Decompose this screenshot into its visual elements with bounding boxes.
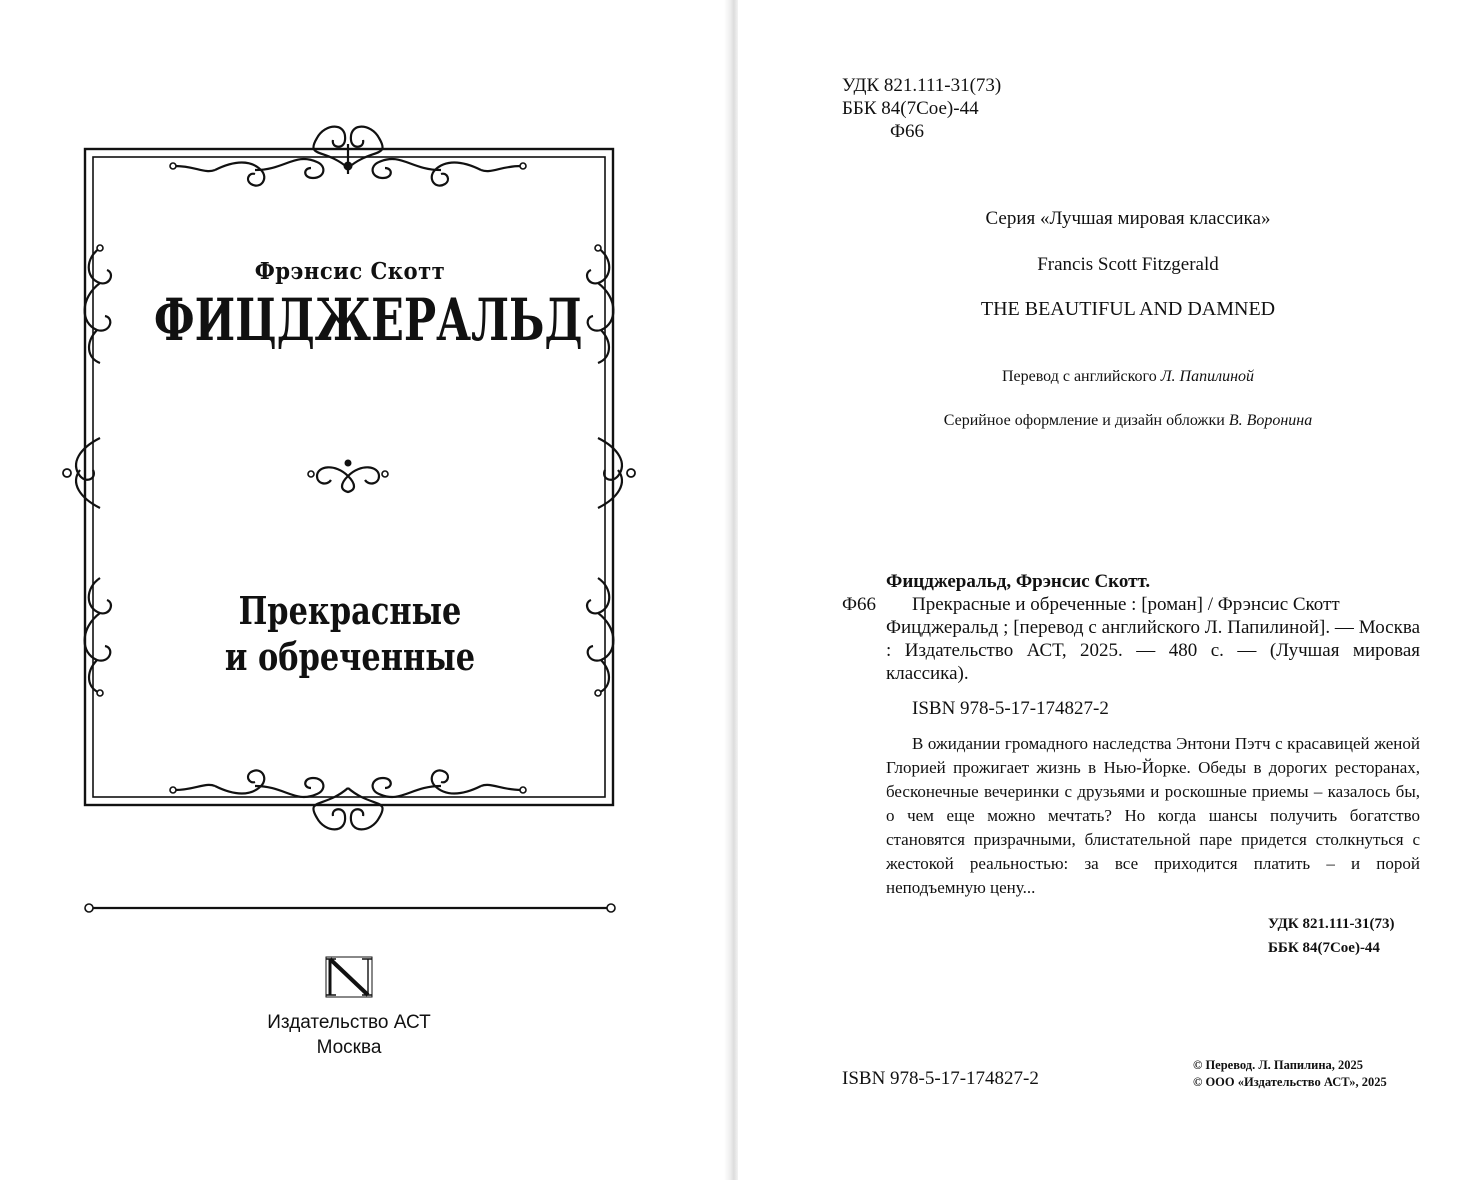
title-page-left	[0, 0, 724, 1180]
series-line: Серия «Лучшая мировая классика»	[985, 208, 1271, 229]
udk-code: УДК 821.111-31(73)	[842, 75, 1002, 96]
design-prefix: Серийное оформление и дизайн обложки	[943, 412, 1225, 429]
author-first-name: Фрэнсис Скотт	[254, 258, 446, 285]
translator-line	[888, 368, 1368, 386]
designer-name: В. Воронина	[1228, 412, 1313, 429]
translator-name: Л. Папилиной	[1160, 368, 1255, 385]
publisher-name: Издательство АСТ	[267, 1012, 431, 1033]
annotation	[842, 732, 1420, 900]
isbn-bottom: ISBN 978-5-17-174827-2	[842, 1068, 1039, 1089]
catalog-card	[842, 570, 1420, 900]
design-line	[838, 412, 1418, 430]
translator-prefix: Перевод с английского	[1001, 368, 1157, 385]
book-title-line1: Прекрасные	[238, 588, 462, 633]
card-udk: УДК 821.111-31(73)	[1268, 916, 1395, 932]
book-title-line2: и обреченные	[224, 634, 476, 679]
card-entry-rest: Фицджеральд ; [перевод с английского Л. Папилиной]. — Москва : Издательство АСТ, 2025. — 480 с. — (Лучшая мировая классика).	[886, 617, 1420, 684]
publisher-n-monogram-icon	[324, 955, 374, 999]
copyright-translation: © Перевод. Л. Папилина, 2025	[1193, 1058, 1364, 1072]
card-code: Ф66	[842, 594, 877, 615]
divider-rule-icon	[82, 898, 618, 918]
card-isbn: ISBN 978-5-17-174827-2	[912, 698, 1109, 719]
classification-block	[842, 74, 1001, 143]
card-entry	[842, 593, 1420, 685]
book-title	[138, 588, 562, 680]
page-gutter	[724, 0, 738, 1180]
imprint-page-right	[738, 0, 1458, 1180]
card-heading: Фицджеральд, Фрэнсис Скотт.	[886, 571, 1151, 592]
title-english: THE BEAUTIFUL AND DAMNED	[980, 298, 1276, 320]
publisher-block	[200, 1010, 498, 1060]
copyright-publisher: © ООО «Издательство АСТ», 2025	[1193, 1075, 1387, 1089]
author-english: Francis Scott Fitzgerald	[1037, 254, 1219, 275]
ornamental-frame-icon	[55, 108, 645, 838]
publisher-city: Москва	[316, 1037, 382, 1058]
author-last-name: ФИЦДЖЕРАЛЬД	[153, 286, 583, 354]
author-mark: Ф66	[890, 121, 925, 142]
copyright-block	[1193, 1057, 1387, 1091]
annotation-text: В ожидании громадного наследства Энтони Пэтч с красавицей женой Глорией прожигает жизнь в Нью-Йорке. Обеды в дорогих ресторанах, бесконечные вечеринки с друзьями и роскошные приемы – казалось бы, о чем еще можно мечтать? Но когда шансы получить богатство становятся призрачными, блистательной паре придется столкнуться с жестокой реальностью: за все приходится платить – и порой неподъемную цену...	[886, 734, 1420, 897]
card-classification	[1268, 912, 1395, 960]
card-bbk: ББК 84(7Сое)-44	[1268, 940, 1380, 956]
card-entry-first: Прекрасные и обреченные : [роман] / Фрэнсис Скотт	[912, 594, 1340, 615]
bbk-code: ББК 84(7Сое)-44	[842, 98, 979, 119]
